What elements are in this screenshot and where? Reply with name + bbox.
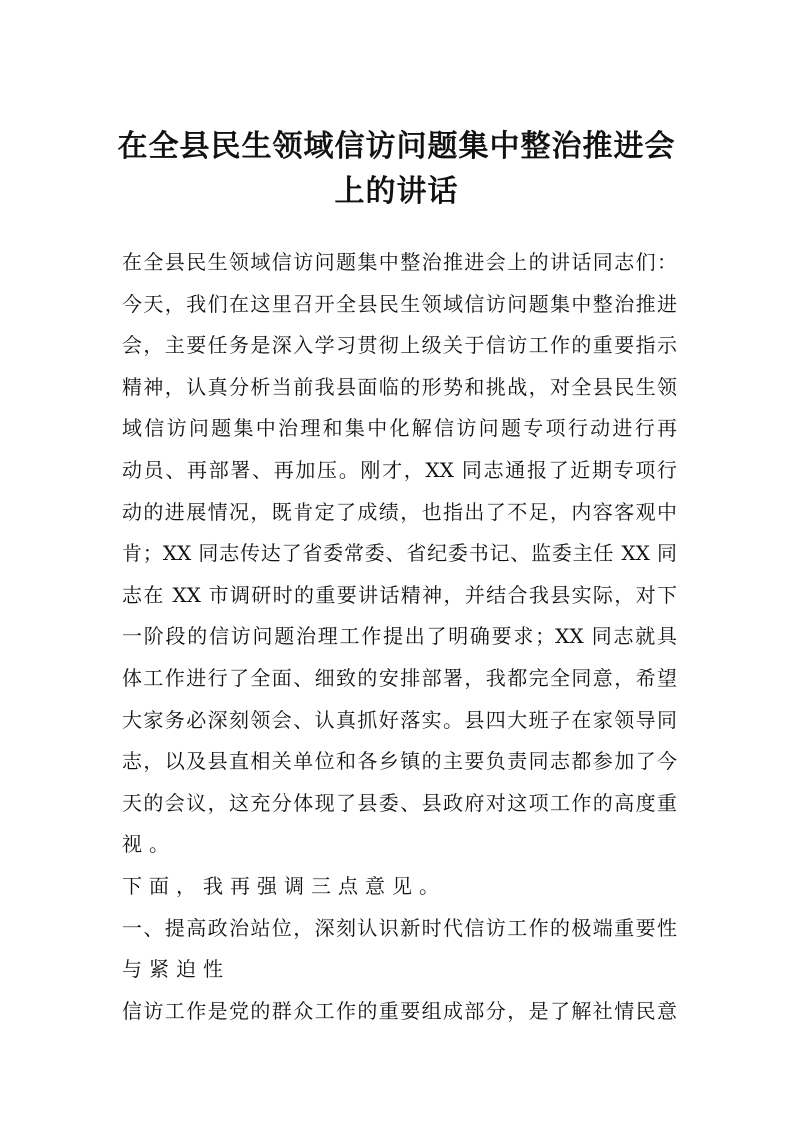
text-line: 志，以及县直相关单位和各乡镇的主要负责同志都参加了今 (122, 749, 677, 774)
text-line: 动的进展情况，既肯定了成绩，也指出了不足，内容客观中 (122, 499, 677, 524)
text-line: 与紧迫性 (122, 957, 230, 982)
text-line: 一阶段的信访问题治理工作提出了明确要求；XX 同志就具 (122, 624, 677, 649)
text-line: 会，主要任务是深入学习贯彻上级关于信访工作的重要指示 (122, 333, 677, 358)
text-line: 志在 XX 市调研时的重要讲话精神，并结合我县实际，对下 (122, 582, 677, 607)
title-line-1: 在全县民生领域信访问题集中整治推进会 (117, 129, 676, 164)
document-body (122, 242, 677, 1032)
text-line: 今天，我们在这里召开全县民生领域信访问题集中整治推进 (122, 291, 677, 316)
text-line: 动员、再部署、再加压。刚才，XX 同志通报了近期专项行 (122, 457, 677, 482)
text-line: 在全县民生领域信访问题集中整治推进会上的讲话同志们： (122, 250, 677, 274)
text-line: 信访工作是党的群众工作的重要组成部分，是了解社情民意 (122, 998, 677, 1023)
title-line-2: 上的讲话 (334, 174, 459, 209)
text-line: 视。 (122, 832, 176, 857)
text-line: 一、提高政治站位，深刻认识新时代信访工作的极端重要性 (122, 915, 677, 940)
text-line: 下面，我再强调三点意见。 (122, 873, 446, 898)
text-line: 大家务必深刻领会、认真抓好落实。县四大班子在家领导同 (122, 707, 677, 732)
text-line: 精神，认真分析当前我县面临的形势和挑战，对全县民生领 (122, 374, 677, 399)
text-line: 天的会议，这充分体现了县委、县政府对这项工作的高度重 (122, 790, 677, 815)
document-title (100, 124, 693, 214)
text-line: 肯；XX 同志传达了省委常委、省纪委书记、监委主任 XX 同 (122, 541, 677, 566)
text-line: 体工作进行了全面、细致的安排部署，我都完全同意，希望 (122, 665, 677, 690)
text-line: 域信访问题集中治理和集中化解信访问题专项行动进行再 (122, 416, 677, 441)
